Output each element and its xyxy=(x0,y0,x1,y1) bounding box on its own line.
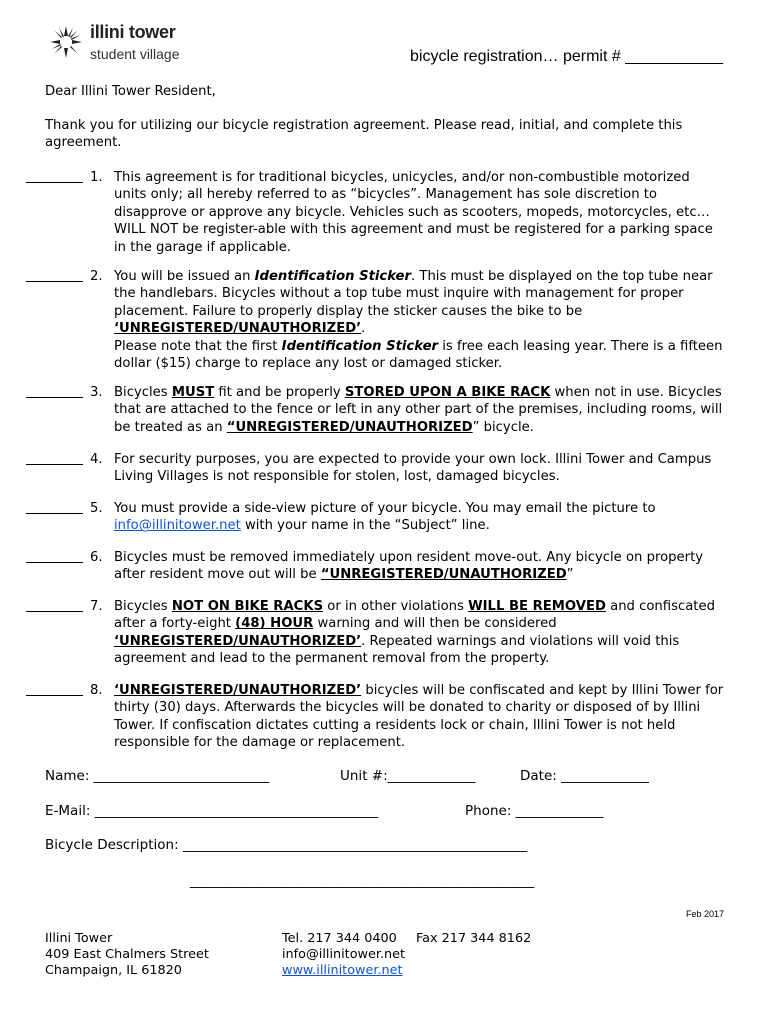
text-run: or in other violations xyxy=(323,599,469,614)
text-run: fit and be properly xyxy=(214,385,345,400)
document-date: Feb 2017 xyxy=(686,909,725,919)
text-run: . Repeated warnings and violations will void this agreement and lead to the permanent removal from the property. xyxy=(114,633,680,667)
text-run: bicycles will be confiscated and kept by Illini Tower for thirty (30) days. Afterwards the bicycles will be donated to charity or disposed of by Illini Tower. If confiscation dictates cutting a residents lock or chain, Illini Tower is not held responsible for the damage or replacement. xyxy=(114,683,724,751)
emphasis-text: Identification Sticker xyxy=(281,338,439,354)
text-run: is free each leasing year. There is a fifteen dollar ($15) charge to replace any lost or damaged sticker. xyxy=(114,338,723,372)
emphasis-text: “UNREGISTERED/UNAUTHORIZED xyxy=(226,419,473,435)
text-run: . This must be displayed on the top tube near the handlebars. Bicycles without a top tube must inquire with management for proper placement. Failure to properly display the sticker causes the bike to be xyxy=(114,269,713,319)
text-run: warning and will then be considered xyxy=(313,616,557,632)
emphasis-text: NOT ON BIKE RACKS xyxy=(171,599,324,614)
initial-blank[interactable] xyxy=(26,695,83,696)
item-number: 5. xyxy=(90,501,103,516)
item-text xyxy=(114,451,726,486)
footer-address-name: Illini Tower xyxy=(45,931,113,946)
footer-email[interactable]: info@illinitower.net xyxy=(282,947,406,962)
initial-blank[interactable] xyxy=(26,562,83,563)
item-text xyxy=(114,598,726,668)
text-run: ” xyxy=(566,567,574,583)
text-run: and confiscated after a forty-eight xyxy=(114,599,715,632)
initial-blank[interactable] xyxy=(26,611,83,612)
text-run: . xyxy=(361,321,366,337)
item-text xyxy=(114,169,726,256)
logo-title: illini tower xyxy=(90,22,176,42)
text-run: with your name in the “Subject” line. xyxy=(240,518,490,534)
logo-subtitle: student village xyxy=(90,46,180,62)
item-number: 3. xyxy=(90,385,103,400)
email-field[interactable]: E-Mail: __________________________________________ xyxy=(45,803,379,819)
text-run: ” bicycle. xyxy=(472,419,534,435)
text-run: You must provide a side-view picture of your bicycle. You may email the picture to xyxy=(114,501,656,516)
text-run: Bicycles must be removed immediately upon resident move-out. Any bicycle on property after resident move out will be xyxy=(114,550,704,583)
logo xyxy=(48,22,188,68)
starburst-logo-icon xyxy=(48,24,84,60)
initial-blank[interactable] xyxy=(26,464,83,465)
text-run: Bicycles xyxy=(114,599,172,614)
item-text xyxy=(114,500,726,535)
item-number: 6. xyxy=(90,550,103,565)
item-text xyxy=(114,384,726,436)
date-field[interactable]: Date: _____________ xyxy=(520,768,649,784)
item-text xyxy=(114,549,726,584)
item-number: 8. xyxy=(90,683,103,698)
text-run: Bicycles xyxy=(114,385,172,400)
initial-blank[interactable] xyxy=(26,513,83,514)
name-field[interactable]: Name: __________________________ xyxy=(45,768,270,784)
text-run: Please note that the first xyxy=(114,338,282,354)
initial-blank[interactable] xyxy=(26,397,83,398)
intro-paragraph: Thank you for utilizing our bicycle registration agreement. Please read, initial, and complete this agreement. xyxy=(45,118,683,151)
text-run: You will be issued an xyxy=(114,269,255,284)
item-text xyxy=(114,682,726,752)
item-text xyxy=(114,268,726,372)
text-run: when not in use. Bicycles that are attached to the fence or left in any other part of the premises, including rooms, will be treated as an xyxy=(114,385,723,435)
item-number: 4. xyxy=(90,452,103,467)
text-run: For security purposes, you are expected to provide your own lock. Illini Tower and Campus Living Villages is not responsible for stolen, lost, damaged bicycles. xyxy=(114,452,712,485)
emphasis-text: MUST xyxy=(171,385,215,400)
email-link[interactable]: info@illinitower.net xyxy=(114,518,241,534)
phone-field[interactable]: Phone: _____________ xyxy=(465,803,604,819)
emphasis-text: ‘UNREGISTERED/UNAUTHORIZED’ xyxy=(114,683,362,698)
item-number: 1. xyxy=(90,170,103,185)
bicycle-description-field[interactable]: Bicycle Description: ___________________________________________________ xyxy=(45,837,528,853)
footer-fax: Fax 217 344 8162 xyxy=(416,931,532,946)
emphasis-text: WILL BE REMOVED xyxy=(468,599,606,614)
item-number: 7. xyxy=(90,599,103,614)
permit-number-line[interactable]: bicycle registration… permit # ___________ xyxy=(410,48,724,65)
bicycle-description-line-2[interactable]: ___________________________________________________ xyxy=(190,873,535,889)
emphasis-text: (48) HOUR xyxy=(235,616,314,632)
unit-field[interactable]: Unit #:_____________ xyxy=(340,768,476,784)
footer-website-link[interactable]: www.illinitower.net xyxy=(282,963,403,978)
emphasis-text: Identification Sticker xyxy=(254,269,411,284)
emphasis-text: STORED UPON A BIKE RACK xyxy=(344,385,551,400)
item-number: 2. xyxy=(90,269,103,284)
text-run: This agreement is for traditional bicycles, unicycles, and/or non-combustible motorized units only; all hereby referred to as “bicycles”. Management has sole discretion to disapprove or approve any bicycle. Vehicles such as scooters, mopeds, motorcycles, etc… WILL NOT be register-able with this agreement and must be registered for a parking space in the garage if applicable. xyxy=(114,170,713,255)
initial-blank[interactable] xyxy=(26,281,83,282)
footer-tel: Tel. 217 344 0400 xyxy=(282,931,397,946)
footer-address-street: 409 East Chalmers Street xyxy=(45,947,209,962)
emphasis-text: ‘UNREGISTERED/UNAUTHORIZED’ xyxy=(114,321,362,337)
initial-blank[interactable] xyxy=(26,182,83,183)
footer-address-city: Champaign, IL 61820 xyxy=(45,963,182,978)
emphasis-text: ‘UNREGISTERED/UNAUTHORIZED’ xyxy=(114,633,362,649)
greeting: Dear Illini Tower Resident, xyxy=(45,84,216,99)
emphasis-text: “UNREGISTERED/UNAUTHORIZED xyxy=(320,567,567,583)
